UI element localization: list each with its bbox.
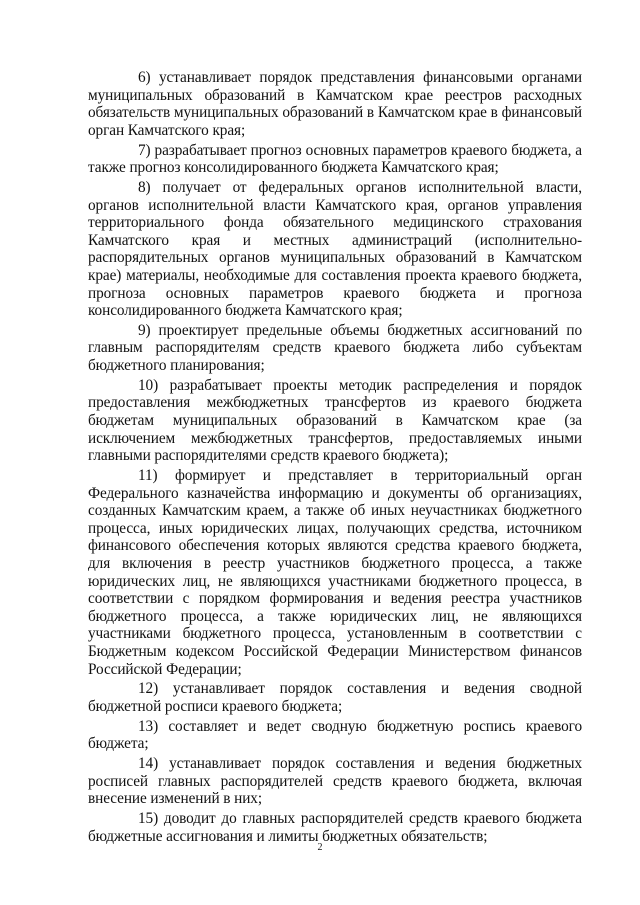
paragraph-item-11: 11) формирует и представляет в территориальный орган Федерального казначейства информацию и документы об организациях, созданных Камчатским краем, а также об иных неучастниках бюджетного процесса, иных юридических лицах, получающих средства, источником финансового обеспечения которых являются средства краевого бюджета, для включения в реестр участников бюджетного процесса, а также юридических лиц, не являющихся участниками бюджетного процесса, в соответствии с порядком формирования и ведения реестра участников бюджетного процесса, а также юридических лиц, не являющихся участниками бюджетного процесса, установленным в соответствии с Бюджетным кодексом Российской Федерации Министерством финансов Российской Федерации; xyxy=(88,467,582,678)
paragraph-item-8: 8) получает от федеральных органов исполнительной власти, органов исполнительной власти Камчатского края, органов управления территориального фонда обязательного медицинского страхования Камчатского края и местных администраций (исполнительно-распорядительных органов муниципальных образований в Камчатском крае) материалы, необходимые для составления проекта краевого бюджета, прогноза основных параметров краевого бюджета и прогноза консолидированного бюджета Камчатского края; xyxy=(88,178,582,320)
page-number: 2 xyxy=(317,842,323,853)
paragraph-item-6: 6) устанавливает порядок представления финансовыми органами муниципальных образований в Камчатском крае реестров расходных обязательств муниципальных образований в Камчатском крае в финансовый орган Камчатского края; xyxy=(88,69,582,139)
paragraph-item-12: 12) устанавливает порядок составления и ведения сводной бюджетной росписи краевого бюджета; xyxy=(88,680,582,715)
paragraph-item-9: 9) проектирует предельные объемы бюджетных ассигнований по главным распорядителям средств краевого бюджета либо субъектам бюджетного планирования; xyxy=(88,321,582,375)
paragraph-item-7: 7) разрабатывает прогноз основных параметров краевого бюджета, а также прогноз консолидированного бюджета Камчатского края; xyxy=(88,141,582,177)
paragraph-item-13: 13) составляет и ведет сводную бюджетную роспись краевого бюджета; xyxy=(88,717,582,753)
paragraph-item-10: 10) разрабатывает проекты методик распределения и порядок предоставления межбюджетных трансфертов из краевого бюджета бюджетам муниципальных образований в Камчатском крае (за исключением межбюджетных трансфертов, предоставляемых иными главными распорядителями средств краевого бюджета); xyxy=(88,376,582,465)
paragraph-item-14: 14) устанавливает порядок составления и ведения бюджетных росписей главных распорядителей средств краевого бюджета, включая внесение изменений в них; xyxy=(88,755,582,808)
paragraph-item-15: 15) доводит до главных распорядителей средств краевого бюджета бюджетные ассигнования и лимиты бюджетных обязательств; xyxy=(88,810,582,845)
document-page xyxy=(88,69,582,847)
